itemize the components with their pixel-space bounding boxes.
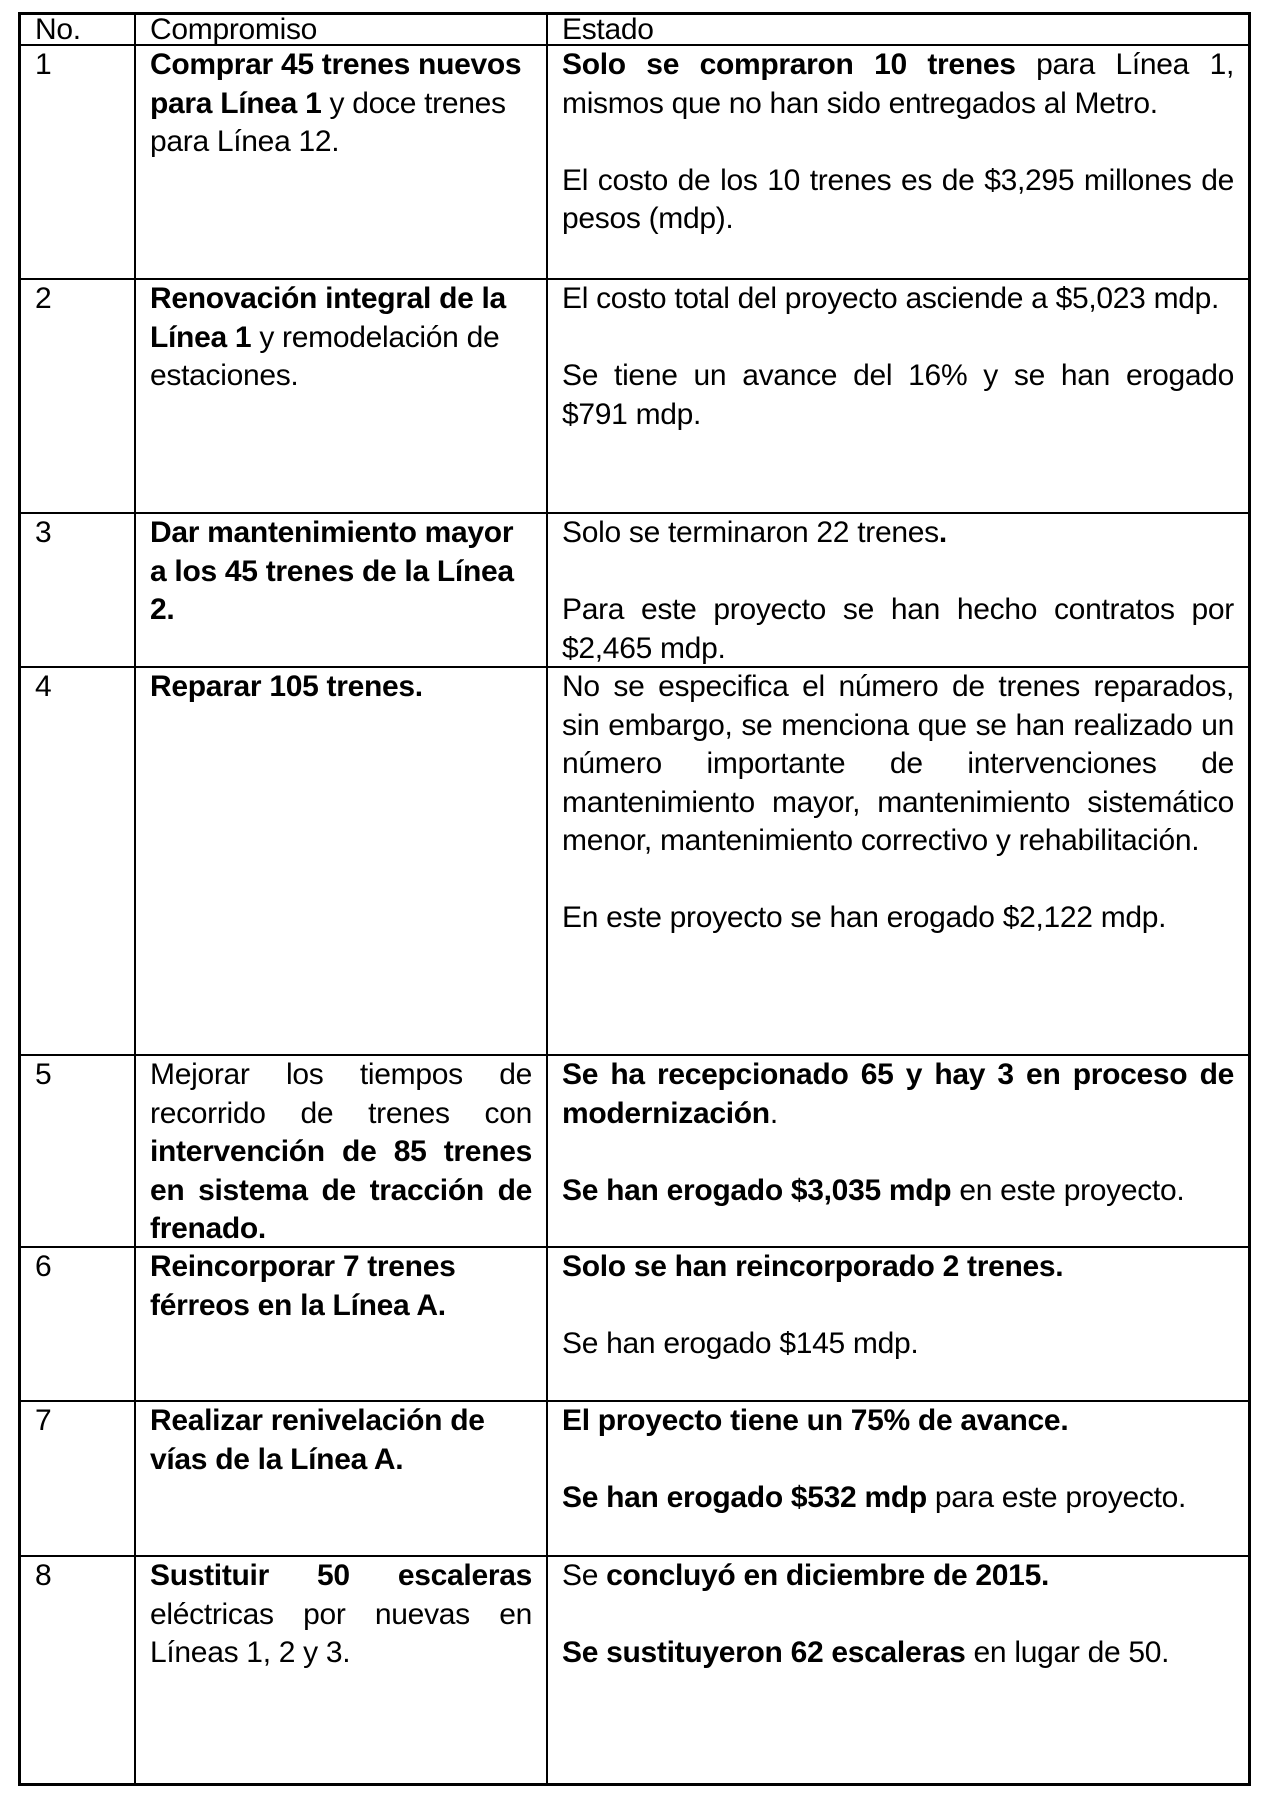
compromiso-bold: intervención de 85 trenes en sistema de tracción de frenado.: [150, 1135, 532, 1245]
estado-text: Se tiene un avance del 16% y se han erogado $791 mdp.: [562, 359, 1234, 431]
compromiso-text: Mejorar los tiempos de recorrido de trenes con: [150, 1058, 532, 1130]
compromiso-cell: [134, 280, 546, 512]
table-row: [21, 44, 1248, 278]
row-number: [21, 1402, 134, 1555]
compromiso-bold: Reparar 105 trenes.: [150, 670, 423, 703]
estado-bold: Solo se compraron 10 trenes: [562, 48, 1016, 81]
estado-text: para Línea 1, mismos que no han sido entregados al Metro.: [562, 48, 1234, 120]
estado-text: en este proyecto.: [951, 1173, 1185, 1207]
estado-cell: [546, 1248, 1248, 1400]
estado-bold: Se han erogado $532 mdp: [562, 1481, 927, 1514]
compromiso-text: eléctricas por nuevas en Líneas 1, 2 y 3.: [150, 1597, 532, 1669]
row-number: [21, 280, 134, 512]
table-row: [21, 1246, 1248, 1400]
estado-text: Se: [562, 1559, 607, 1592]
compromiso-cell: [134, 1402, 546, 1555]
estado-text: El costo total del proyecto asciende a $5,023 mdp.: [562, 282, 1220, 315]
table-row: [21, 512, 1248, 666]
row-number-label: 6: [35, 1250, 52, 1283]
estado-bold: .: [938, 516, 947, 549]
estado-cell: [546, 668, 1248, 1054]
estado-text: Solo se terminaron 22 trenes: [562, 516, 939, 549]
table-row: [21, 278, 1248, 512]
row-number: [21, 1248, 134, 1400]
compromiso-bold: Dar mantenimiento mayor a los 45 trenes de la Línea 2.: [150, 516, 514, 626]
compromiso-bold: Renovación integral de la Línea 1: [150, 282, 506, 354]
row-number-label: 4: [35, 670, 52, 703]
estado-text: para este proyecto.: [926, 1481, 1187, 1514]
row-number: [21, 514, 134, 666]
estado-text: Se han erogado $145 mdp.: [562, 1327, 919, 1360]
row-number-label: 5: [35, 1058, 52, 1091]
estado-cell: [546, 1402, 1248, 1555]
commitments-table: [18, 12, 1251, 1786]
compromiso-cell: [134, 514, 546, 666]
row-number: [21, 1056, 134, 1246]
row-number-label: 3: [35, 516, 52, 549]
compromiso-bold: Realizar renivelación de vías de la Línea A.: [150, 1404, 485, 1476]
estado-bold: Solo se han reincorporado 2 trenes.: [562, 1250, 1064, 1283]
estado-cell: [546, 514, 1248, 666]
header-estado: [546, 15, 1248, 44]
row-number-label: 8: [35, 1559, 52, 1592]
compromiso-cell: [134, 1056, 546, 1246]
compromiso-cell: [134, 1557, 546, 1783]
row-number-label: 7: [35, 1404, 52, 1437]
row-number-label: 1: [35, 48, 52, 81]
estado-cell: [546, 46, 1248, 278]
estado-text: No se especifica el número de trenes reparados, sin embargo, se menciona que se han realizado un número importante de intervenciones de mantenimiento mayor, mantenimiento sistemático menor, mantenimiento correctivo y rehabilitación.: [562, 670, 1234, 857]
table-row: [21, 1400, 1248, 1555]
header-compromiso: [134, 15, 546, 44]
compromiso-bold: Sustituir 50 escaleras: [150, 1559, 532, 1592]
estado-cell: [546, 280, 1248, 512]
row-number: [21, 46, 134, 278]
header-compromiso-label: Compromiso: [150, 13, 318, 46]
table-row: [21, 666, 1248, 1054]
estado-cell: [546, 1557, 1248, 1783]
compromiso-cell: [134, 46, 546, 278]
row-number-label: 2: [35, 282, 52, 315]
estado-text: en lugar de 50.: [965, 1636, 1170, 1669]
header-estado-label: Estado: [562, 13, 654, 46]
row-number: [21, 1557, 134, 1783]
table-header-row: [21, 15, 1248, 44]
compromiso-cell: [134, 1248, 546, 1400]
table-row: [21, 1054, 1248, 1246]
estado-bold: Se han erogado $3,035 mdp: [562, 1173, 952, 1207]
compromiso-bold: Reincorporar 7 trenes férreos en la Línea A.: [150, 1250, 456, 1322]
estado-text: El costo de los 10 trenes es de $3,295 millones de pesos (mdp).: [562, 163, 1234, 235]
table-row: [21, 1555, 1248, 1783]
row-number: [21, 668, 134, 1054]
estado-bold: Se sustituyeron 62 escaleras: [562, 1636, 966, 1669]
estado-text: Para este proyecto se han hecho contratos por $2,465 mdp.: [562, 593, 1234, 665]
header-no-label: No.: [35, 13, 81, 46]
estado-bold: concluyó en diciembre de 2015.: [606, 1559, 1049, 1592]
compromiso-cell: [134, 668, 546, 1054]
compromiso-text: y doce trenes para Línea 12.: [150, 86, 506, 158]
estado-text: .: [769, 1096, 778, 1130]
header-no: [21, 15, 134, 44]
estado-bold: Se ha recepcionado 65 y hay 3 en proceso de modernización: [562, 1058, 1234, 1130]
estado-cell: [546, 1056, 1248, 1246]
compromiso-bold: Comprar 45 trenes nuevos para Línea 1: [150, 48, 522, 120]
compromiso-text: y remodelación de estaciones.: [150, 320, 500, 392]
estado-bold: El proyecto tiene un 75% de avance.: [562, 1404, 1069, 1437]
estado-text: En este proyecto se han erogado $2,122 mdp.: [562, 901, 1167, 934]
